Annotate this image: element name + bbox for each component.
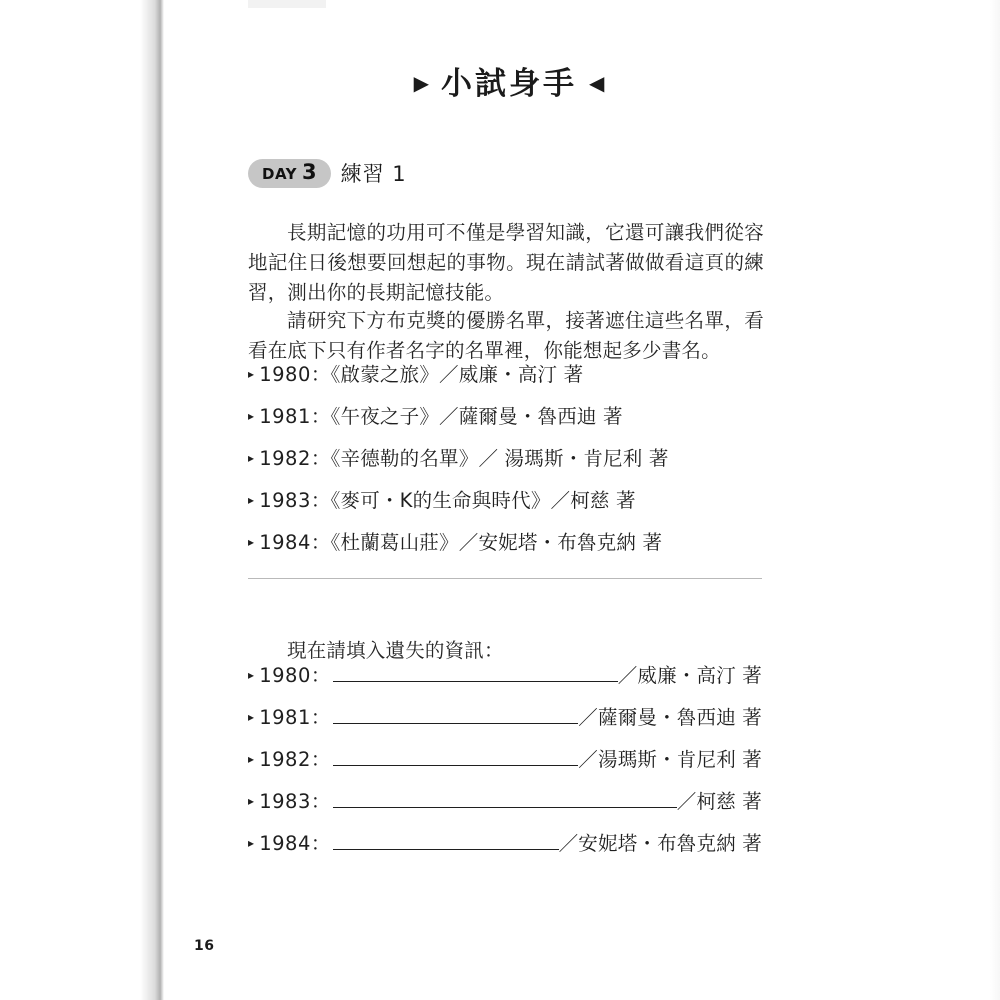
winner-author: 湯瑪斯・肯尼利 xyxy=(504,447,643,470)
blank-year: 1981 xyxy=(259,706,311,729)
winner-book-title: 《辛德勒的名單》 xyxy=(330,447,479,470)
blank-author-tail: ／威廉・高汀 著 xyxy=(617,664,762,687)
page-content-column xyxy=(164,0,1000,1000)
winner-by-word: 著 xyxy=(648,447,669,470)
winner-slash: ／ xyxy=(458,531,479,554)
bullet-triangle-icon: ▸ xyxy=(248,836,255,850)
blank-colon: ： xyxy=(310,706,331,729)
winner-book-title: 《午夜之子》 xyxy=(330,405,440,428)
book-gutter-shadow xyxy=(140,0,164,1000)
blank-answer-field[interactable] xyxy=(333,709,579,724)
winner-slash: ／ xyxy=(439,405,459,428)
winner-author: 薩爾曼・魯西迪 xyxy=(458,405,597,428)
bullet-triangle-icon: ▸ xyxy=(248,367,255,381)
winner-year: 1983 xyxy=(259,489,311,512)
bullet-triangle-icon: ▸ xyxy=(248,752,255,766)
intro-paragraph: 長期記憶的功用可不僅是學習知識，它還可讓我們從容地記住日後想要回想起的事物。現在請試著做做看這頁的練習，測出你的長期記憶技能。 xyxy=(248,220,764,304)
winner-by-word: 著 xyxy=(563,363,584,386)
day-badge xyxy=(248,159,331,188)
winner-slash: ／ xyxy=(439,363,459,386)
list-item xyxy=(248,401,623,429)
winner-colon: ： xyxy=(310,405,331,428)
blank-row xyxy=(248,744,762,772)
page-title-text: 小試身手 xyxy=(441,66,577,102)
winner-year: 1980 xyxy=(259,363,311,386)
blank-row xyxy=(248,786,762,814)
winner-slash: ／ xyxy=(478,447,499,470)
blank-row xyxy=(248,702,762,730)
blank-row xyxy=(248,660,762,688)
bullet-triangle-icon: ▸ xyxy=(248,710,255,724)
winner-book-title: 《啟蒙之旅》 xyxy=(330,363,440,386)
winner-year: 1981 xyxy=(259,405,311,428)
blank-author-tail: ／薩爾曼・魯西迪 著 xyxy=(578,706,762,729)
blank-colon: ： xyxy=(310,748,331,771)
blank-answer-field[interactable] xyxy=(333,751,579,766)
blank-answer-field[interactable] xyxy=(333,835,559,850)
bullet-triangle-icon: ▸ xyxy=(248,409,255,423)
bullet-triangle-icon: ▸ xyxy=(248,794,255,808)
winner-colon: ： xyxy=(310,531,331,554)
winner-author: 柯慈 xyxy=(570,489,610,512)
winner-colon: ： xyxy=(310,363,331,386)
title-right-arrow-icon: ◀ xyxy=(589,71,605,95)
winner-book-title: 《杜蘭葛山莊》 xyxy=(330,531,459,554)
page-number: 16 xyxy=(194,938,215,954)
fill-in-prompt: 現在請填入遺失的資訊： xyxy=(287,638,504,662)
winner-slash: ／ xyxy=(550,489,571,512)
day-badge-number: 3 xyxy=(302,159,317,184)
instruction-paragraph: 請研究下方布克獎的優勝名單，接著遮住這些名單，看看在底下只有作者名字的名單裡，你能想起多少書名。 xyxy=(248,308,764,362)
winner-by-word: 著 xyxy=(616,489,636,512)
bullet-triangle-icon: ▸ xyxy=(248,493,255,507)
winner-by-word: 著 xyxy=(603,405,623,428)
day-badge-word: DAY xyxy=(262,164,297,183)
blank-colon: ： xyxy=(310,790,331,813)
blank-colon: ： xyxy=(310,664,331,687)
day-badge-row xyxy=(248,158,407,188)
page-title xyxy=(164,58,854,103)
winner-author: 安妮塔・布魯克納 xyxy=(478,531,637,554)
title-left-arrow-icon: ▶ xyxy=(413,71,429,95)
winner-book-title: 《麥可・K的生命與時代》 xyxy=(330,489,551,512)
bullet-triangle-icon: ▸ xyxy=(248,451,255,465)
blank-answer-field[interactable] xyxy=(333,667,618,682)
blank-answer-field[interactable] xyxy=(333,793,677,808)
blank-author-tail: ／柯慈 著 xyxy=(676,790,762,813)
list-item xyxy=(248,443,669,471)
exercise-label: 練習 1 xyxy=(340,162,407,186)
winner-colon: ： xyxy=(310,447,331,470)
bullet-triangle-icon: ▸ xyxy=(248,668,255,682)
list-item xyxy=(248,527,662,555)
blank-year: 1983 xyxy=(259,790,311,813)
list-item xyxy=(248,359,583,387)
winner-year: 1982 xyxy=(259,447,311,470)
winner-colon: ： xyxy=(310,489,331,512)
blank-colon: ： xyxy=(310,832,331,855)
blank-author-tail: ／安妮塔・布魯克納 著 xyxy=(558,832,762,855)
blank-year: 1980 xyxy=(259,664,311,687)
bullet-triangle-icon: ▸ xyxy=(248,535,255,549)
list-item xyxy=(248,485,636,513)
blank-row xyxy=(248,828,762,856)
blank-year: 1984 xyxy=(259,832,311,855)
blank-author-tail: ／湯瑪斯・肯尼利 著 xyxy=(578,748,762,771)
blank-year: 1982 xyxy=(259,748,311,771)
winner-author: 威廉・高汀 xyxy=(458,363,558,386)
winner-year: 1984 xyxy=(259,531,311,554)
winner-by-word: 著 xyxy=(642,531,663,554)
section-divider xyxy=(248,578,762,579)
